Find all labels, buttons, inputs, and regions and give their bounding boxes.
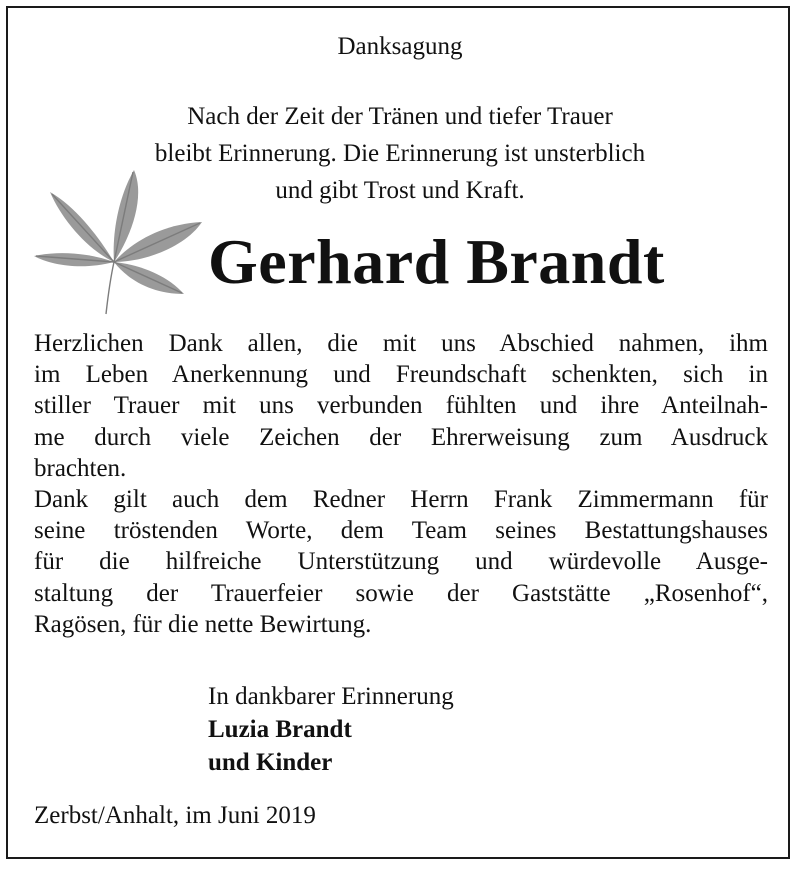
message-line: staltung der Trauerfeier sowie der Gaststätte „Rosenhof“, — [34, 579, 768, 607]
verse-line: und gibt Trost und Kraft. — [275, 177, 525, 204]
deceased-name: Gerhard Brandt — [208, 226, 665, 297]
message-line: für die hilfreiche Unterstützung und würdevolle Ausge- — [34, 548, 768, 576]
message-line: Dank gilt auch dem Redner Herrn Frank Zimmermann für — [34, 486, 768, 514]
signatory: und Kinder — [208, 749, 333, 776]
notice-heading: Danksagung — [337, 33, 463, 60]
message-line: brachten. — [34, 454, 127, 482]
place-date: Zerbst/Anhalt, im Juni 2019 — [34, 802, 316, 829]
closing-phrase: In dankbarer Erinnerung — [208, 683, 454, 710]
message-line: Ragösen, für die nette Bewirtung. — [34, 610, 372, 638]
verse-line: bleibt Erinnerung. Die Erinnerung ist unsterblich — [154, 140, 646, 167]
chestnut-leaf-icon — [22, 162, 212, 322]
message-body — [34, 328, 768, 640]
signatory: Luzia Brandt — [208, 716, 352, 743]
message-line: im Leben Anerkennung und Freundschaft schenkten, sich in — [34, 361, 768, 389]
closing — [208, 680, 454, 779]
verse-line: Nach der Zeit der Tränen und tiefer Trauer — [187, 103, 613, 130]
message-line: stiller Trauer mit uns verbunden fühlten und ihre Anteilnah- — [34, 392, 768, 420]
message-line: Herzlichen Dank allen, die mit uns Abschied nahmen, ihm — [34, 330, 768, 357]
message-line: me durch viele Zeichen der Ehrerweisung zum Ausdruck — [34, 423, 768, 451]
message-line: seine tröstenden Worte, dem Team seines Bestattungshauses — [34, 517, 768, 545]
